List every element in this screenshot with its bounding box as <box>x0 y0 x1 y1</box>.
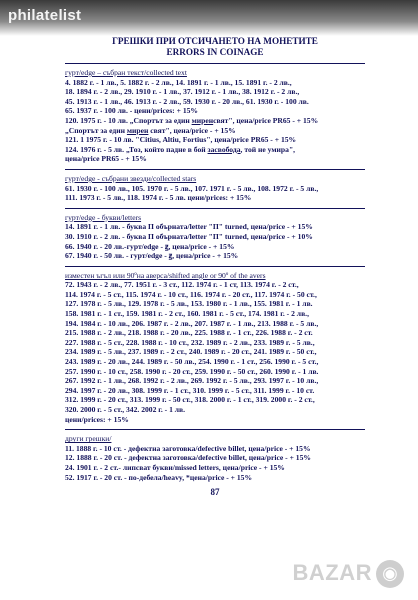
list-item: 18. 1894 г. - 2 лв., 29. 1910 г. - 1 лв., 37. 1912 г. - 1 лв., 38. 1912 г. - 2 лв., <box>65 87 300 97</box>
list-item: 320. 2000 г. - 5 ст., 342. 2002 г. - 1 лв. <box>65 405 186 414</box>
list-item: 72. 1943 г. - 2 лв., 77. 1951 г. - 3 ст., 112. 1974 г. - 1 ст, 113. 1974 г. - 2 ст., <box>65 280 299 290</box>
document-page <box>65 32 365 498</box>
section-other-errors <box>65 434 365 482</box>
list-item: 294. 1997 г. - 20 лв., 308. 1999 г. - 1 ст., 310. 1999 г. - 5 ст., 311. 1999 г. - 10 ст. <box>65 385 315 395</box>
list-item: 65. 1937 г. - 100 лв. - цени/prices: + 15% <box>65 106 199 116</box>
section-divider <box>65 63 365 64</box>
list-item: 12. 1888 г. - 20 ст. - дефектна заготовка/defective billet, цена/price - + 15% <box>65 453 311 463</box>
section-collected-text <box>65 68 365 164</box>
title-line-en: ERRORS IN COINAGE <box>166 47 264 57</box>
text-part: свят", цена/price PR65 - + 15% <box>213 115 319 125</box>
list-item: 215. 1988 г. - 2 лв., 218. 1988 г. - 20 лв., 225. 1988 г. - 1 ст., 226. 1988 г. - 2 ст. <box>65 328 313 338</box>
text-part: свят", цена/price - + 15% <box>148 125 236 135</box>
section-divider <box>65 169 365 170</box>
section-collected-stars <box>65 174 365 203</box>
page-title <box>65 36 365 58</box>
list-item: 24. 1901 г. - 2 ст.- липсват букви/missed letters, цена/price - + 15% <box>65 462 285 472</box>
section-divider <box>65 208 365 209</box>
brand-logo[interactable]: philatelist <box>8 7 82 24</box>
text-part: „Спортът за един <box>65 125 127 135</box>
top-banner <box>0 0 418 36</box>
list-item: цени/prices: + 15% <box>65 414 129 424</box>
underlined-word: мирен <box>191 115 214 125</box>
list-item: 227. 1988 г. - 5 ст., 228. 1988 г. - 10 ст., 232. 1989 г. - 2 лв., 233. 1989 г. - 5 лв., <box>65 337 315 347</box>
list-item <box>65 126 365 136</box>
section-heading: изместен ъгъл или 90ºна аверса/shifted angle or 90º of the avers <box>65 270 266 280</box>
list-item: 61. 1930 г. - 100 лв., 105. 1970 г. - 5 лв., 107. 1971 г. - 5 лв., 108. 1972 г. - 5 лв., <box>65 183 319 193</box>
list-item: 30. 1910 г. - 2 лв. - буква П обърната/letter "П" turned, цена/price - + 10% <box>65 231 313 241</box>
section-heading: други грешки/ <box>65 434 112 444</box>
text-part: , той не умира", <box>240 144 296 154</box>
list-item: 111. 1973 г. - 5 лв., 118. 1974 г. - 5 лв. цени/prices: + 15% <box>65 193 252 203</box>
section-shifted-angle <box>65 271 365 425</box>
list-item: 257. 1990 г. - 10 ст., 258. 1990 г. - 20 ст., 259. 1990 г. - 50 ст., 260. 1990 г. - 1 лв. <box>65 366 319 376</box>
section-divider <box>65 266 365 267</box>
section-letters <box>65 213 365 261</box>
text-part: 120. 1975 г. - 10 лв. „Спортът за един <box>65 115 192 125</box>
page-number: 87 <box>210 487 220 498</box>
list-item: 243. 1989 г. - 20 лв., 244. 1989 г. - 50 лв., 254. 1990 г. - 1 ст., 256. 1990 г. - 5 ст., <box>65 357 319 367</box>
list-item: 11. 1888 г. - 10 ст. - дефектна заготовка/defective billet, цена/price - + 15% <box>65 443 311 453</box>
list-item: 234. 1989 г. - 5 лв., 237. 1989 г. - 2 ст., 240. 1989 г. - 20 ст., 241. 1989 г. - 50 ст., <box>65 347 317 357</box>
section-divider <box>65 429 365 430</box>
list-item: 267. 1992 г. - 1 лв., 268. 1992 г. - 2 лв., 269. 1992 г. - 5 лв., 293. 1997 г. - 10 лв., <box>65 376 319 386</box>
list-item: 14. 1891 г. - 1 лв. - буква П обърната/letter "П" turned, цена/price - + 15% <box>65 222 313 232</box>
list-item <box>65 145 365 155</box>
section-heading: гурт/edge - букви/letters <box>65 212 142 222</box>
list-item: 66. 1940 г. - 20 лв.-гурт/edge - ꙃ, цена/price - + 15% <box>65 241 235 251</box>
list-item: 114. 1974 г. - 5 ст., 115. 1974 г. - 10 ст., 116. 1974 г. - 20 ст., 117. 1974 г. - 50 ст., <box>65 289 317 299</box>
underlined-word: мирен <box>126 125 149 135</box>
list-item: 67. 1940 г. - 50 лв. - гурт/edge - ꙃ, цена/price - + 15% <box>65 251 239 261</box>
list-item: 45. 1913 г. - 1 лв., 46. 1913 г. - 2 лв., 59. 1930 г. - 20 лв., 61. 1930 г. - 100 лв. <box>65 96 309 106</box>
list-item: 158. 1981 г. - 1 ст., 159. 1981 г. - 2 ст., 160. 1981 г. - 5 ст., 174. 1981 г. - 2 лв., <box>65 309 309 319</box>
list-item: 127. 1978 г. - 5 лв., 129. 1978 г. - 5 лв., 153. 1980 г. - 1 лв., 155. 1981 г. - 1 лв. <box>65 299 313 309</box>
list-item <box>65 116 365 126</box>
list-item: 312. 1999 г. - 20 ст., 313. 1999 г. - 50 ст., 318. 2000 г. - 1 ст., 319. 2000 г. - 2 ст., <box>65 395 315 405</box>
list-item: цена/price PR65 - + 15% <box>65 154 147 164</box>
text-part: 124. 1976 г. - 5 лв. „Тоз, който падне в бой <box>65 144 208 154</box>
section-heading: гурт/edge – събран текст/collected text <box>65 68 187 77</box>
section-heading: гурт/edge - събрани звезди/collected stars <box>65 173 197 183</box>
underlined-word: засвобода <box>207 144 241 154</box>
list-item: 4. 1882 г. - 1 лв., 5. 1882 г. - 2 лв., 14. 1891 г. - 1 лв., 15. 1891 г. - 2 лв., <box>65 77 292 87</box>
shopping-bag-icon: ◉ <box>376 560 404 588</box>
list-item: 194. 1984 г. - 10 лв., 206. 1987 г. - 2 лв., 207. 1987 г. - 1 лв., 213. 1988 г. - 5 лв., <box>65 318 319 328</box>
title-line-bg: ГРЕШКИ ПРИ ОТСИЧАНЕТО НА МОНЕТИТЕ <box>112 36 318 46</box>
list-item: 52. 1917 г. - 20 ст. - по-дебела/heavy, *цена/price - + 15% <box>65 472 253 482</box>
list-item: 121. 1 1975 г. - 10 лв. "Citius, Altiu, Fortius", цена/price PR65 - + 15% <box>65 135 297 145</box>
watermark-text: BAZAR <box>292 560 372 585</box>
